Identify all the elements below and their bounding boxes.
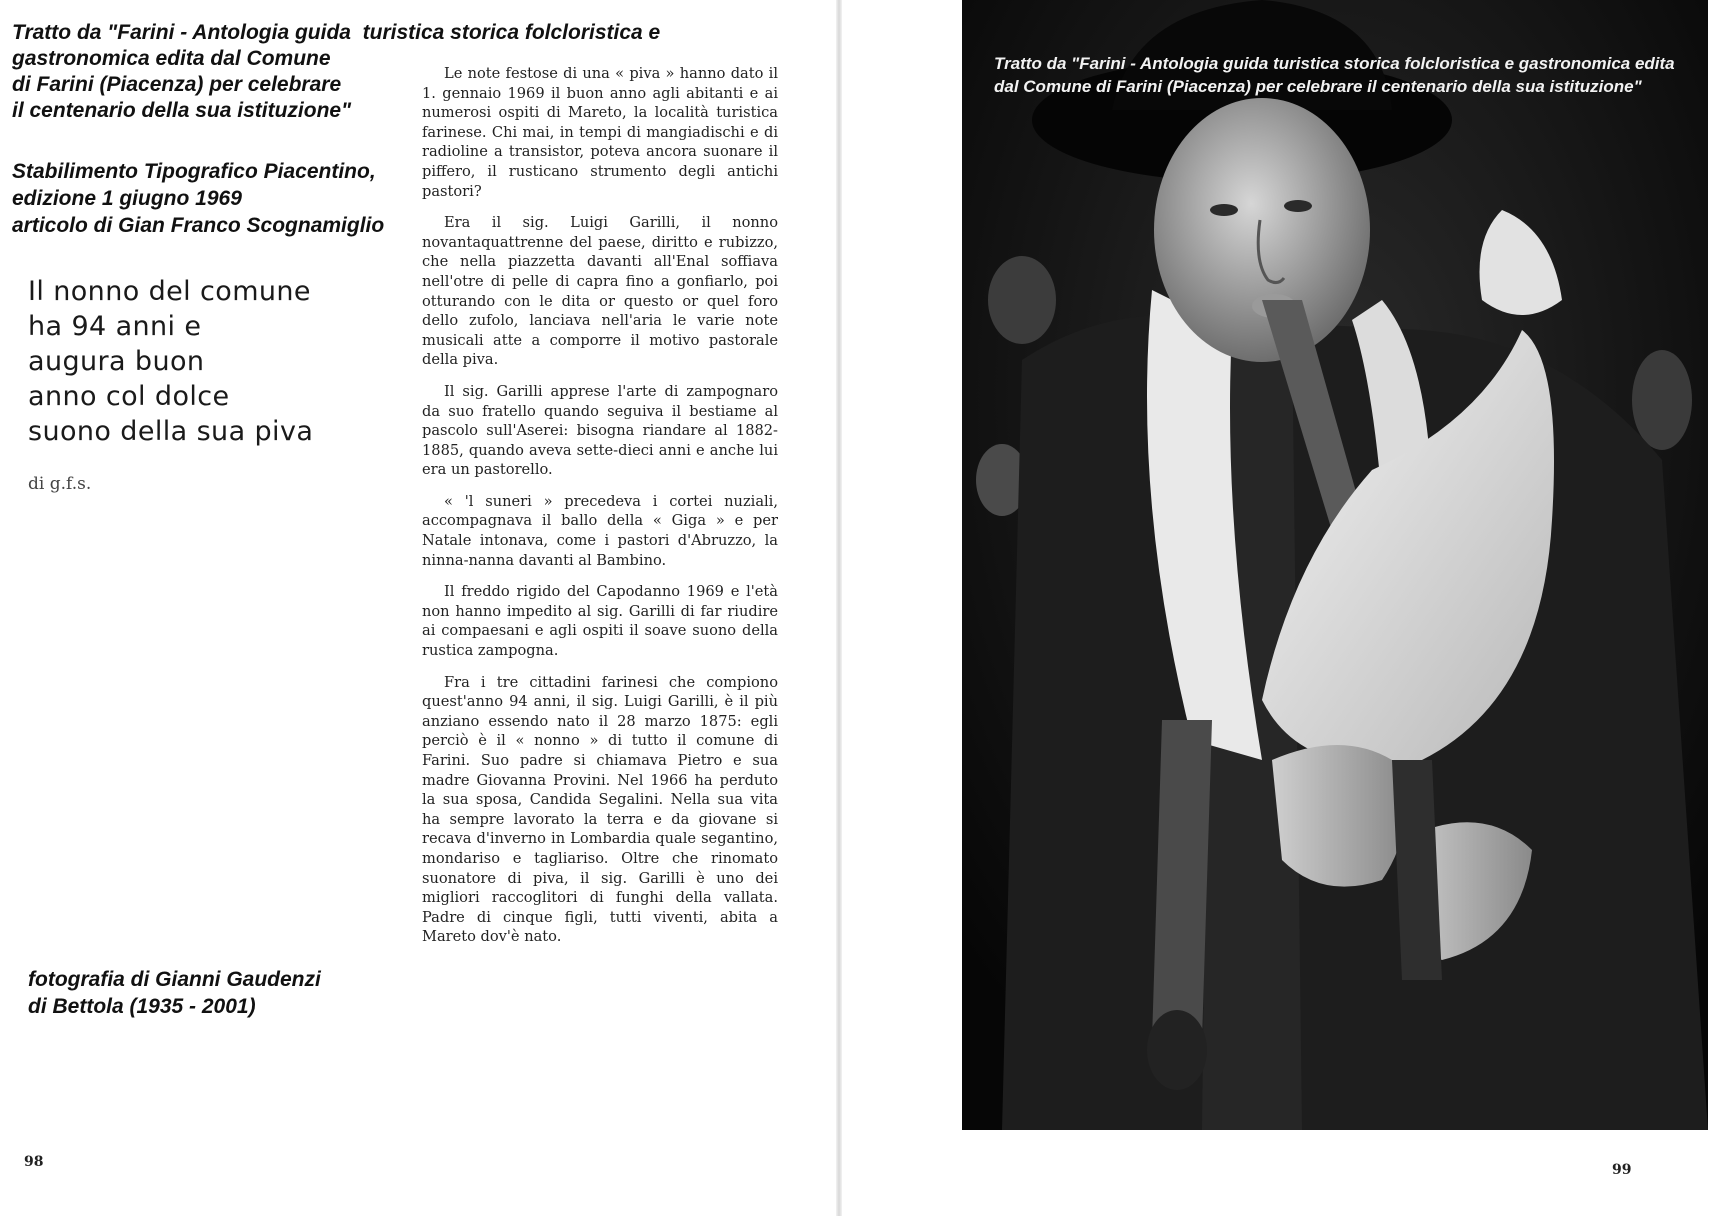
article-headline	[28, 274, 348, 449]
right-page	[842, 0, 1728, 1216]
source-heading-line: Tratto da "Farini - Antologia guida turistica storica folcloristica e	[12, 21, 661, 44]
eye	[1210, 204, 1238, 216]
left-hand	[1272, 745, 1405, 887]
background-face	[988, 256, 1056, 344]
left-page	[0, 0, 836, 1216]
article-body	[422, 64, 778, 959]
headline-line: suono della sua piva	[28, 416, 314, 447]
photo-credit-line: fotografia di Gianni Gaudenzi	[28, 968, 321, 991]
page-number-right: 99	[1612, 1162, 1632, 1178]
edition-line: edizione 1 giugno 1969	[12, 187, 242, 210]
article-paragraph: « 'l suneri » precedeva i cortei nuziali, accompagnava il ballo della « Giga » e per Natale intonava, come i pastori d'Abruzzo, la ninna-nanna davanti al Bambino.	[422, 492, 778, 569]
publisher-info	[12, 158, 432, 239]
drone-tassel	[1147, 1010, 1207, 1090]
background-face	[1632, 350, 1692, 450]
photo-illustration	[962, 0, 1708, 1130]
source-heading	[12, 20, 661, 124]
photo-credit	[28, 966, 368, 1020]
article-paragraph: Fra i tre cittadini farinesi che compiono quest'anno 94 anni, il sig. Luigi Garilli, è il più anziano essendo nato il 28 marzo 1875: egli perciò è il « nonno » di tutto il comune di Farini. Suo padre si chiamava Pietro e sua madre Giovanna Provini. Nel 1966 ha perduto la sua sposa, Candida Segalini. Nella sua vita ha sempre lavorato la terra e da giovane si recava d'inverno in Lombardia quale segantino, mondariso e tagliariso. Oltre che rinomato suonatore di piva, il sig. Garilli è uno dei migliori raccoglitori di funghi della vallata. Padre di cinque figli, tutti viventi, abita a Mareto dov'è nato.	[422, 673, 778, 946]
article-paragraph: Il freddo rigido del Capodanno 1969 e l'età non hanno impedito al sig. Garilli di far riudire ai compaesani e agli ospiti il soave suono della rustica zampogna.	[422, 583, 778, 660]
source-heading-line: di Farini (Piacenza) per celebrare	[12, 73, 342, 96]
author-line: articolo di Gian Franco Scognamiglio	[12, 214, 385, 237]
article-paragraph: Era il sig. Luigi Garilli, il nonno novantaquattrenne del paese, diritto e rubizzo, che nella piazzetta davanti all'Enal soffiava nell'otre di pelle di capra fino a gonfiarlo, poi otturando con le dita or questo or quel foro dello zufolo, lanciava nell'aria le varie note musicali atte a comporre il motivo pastorale della piva.	[422, 214, 778, 369]
headline-line: augura buon	[28, 346, 205, 377]
photo-credit-line: di Bettola (1935 - 2001)	[28, 995, 256, 1018]
source-heading-line: il centenario della sua istituzione"	[12, 99, 352, 122]
headline-line: ha 94 anni e	[28, 311, 202, 342]
article-paragraph: Le note festose di una « piva » hanno dato il 1. gennaio 1969 il buon anno agli abitanti e ai numerosi ospiti di Mareto, la località turistica farinese. Chi mai, in tempi di mangiadischi e di radioline a transistor, poteva ancora suonare il piffero, il rusticano strumento degli antichi pastori?	[422, 65, 778, 200]
headline-line: Il nonno del comune	[28, 276, 311, 307]
page-number-left: 98	[24, 1154, 44, 1170]
source-heading-line: gastronomica edita dal Comune	[12, 47, 331, 70]
bagpipe-player-photo	[962, 0, 1708, 1130]
byline: di g.f.s.	[28, 474, 92, 494]
headline-line: anno col dolce	[28, 381, 230, 412]
photo-caption: Tratto da "Farini - Antologia guida turistica storica folcloristica e gastronomica edita dal Comune di Farini (Piacenza) per celebrare il centenario della sua istituzione"	[994, 54, 1675, 96]
drone-pipe	[1152, 720, 1212, 1040]
publisher-line: Stabilimento Tipografico Piacentino,	[12, 160, 376, 183]
article-paragraph: Il sig. Garilli apprese l'arte di zampognaro da suo fratello quando seguiva il bestiame al pascolo sull'Aserei: bisogna riandare al 1882-1885, quando aveva sette-dieci anni e anche lui era un pastorello.	[422, 382, 778, 479]
eye	[1284, 200, 1312, 212]
face	[1154, 98, 1370, 362]
